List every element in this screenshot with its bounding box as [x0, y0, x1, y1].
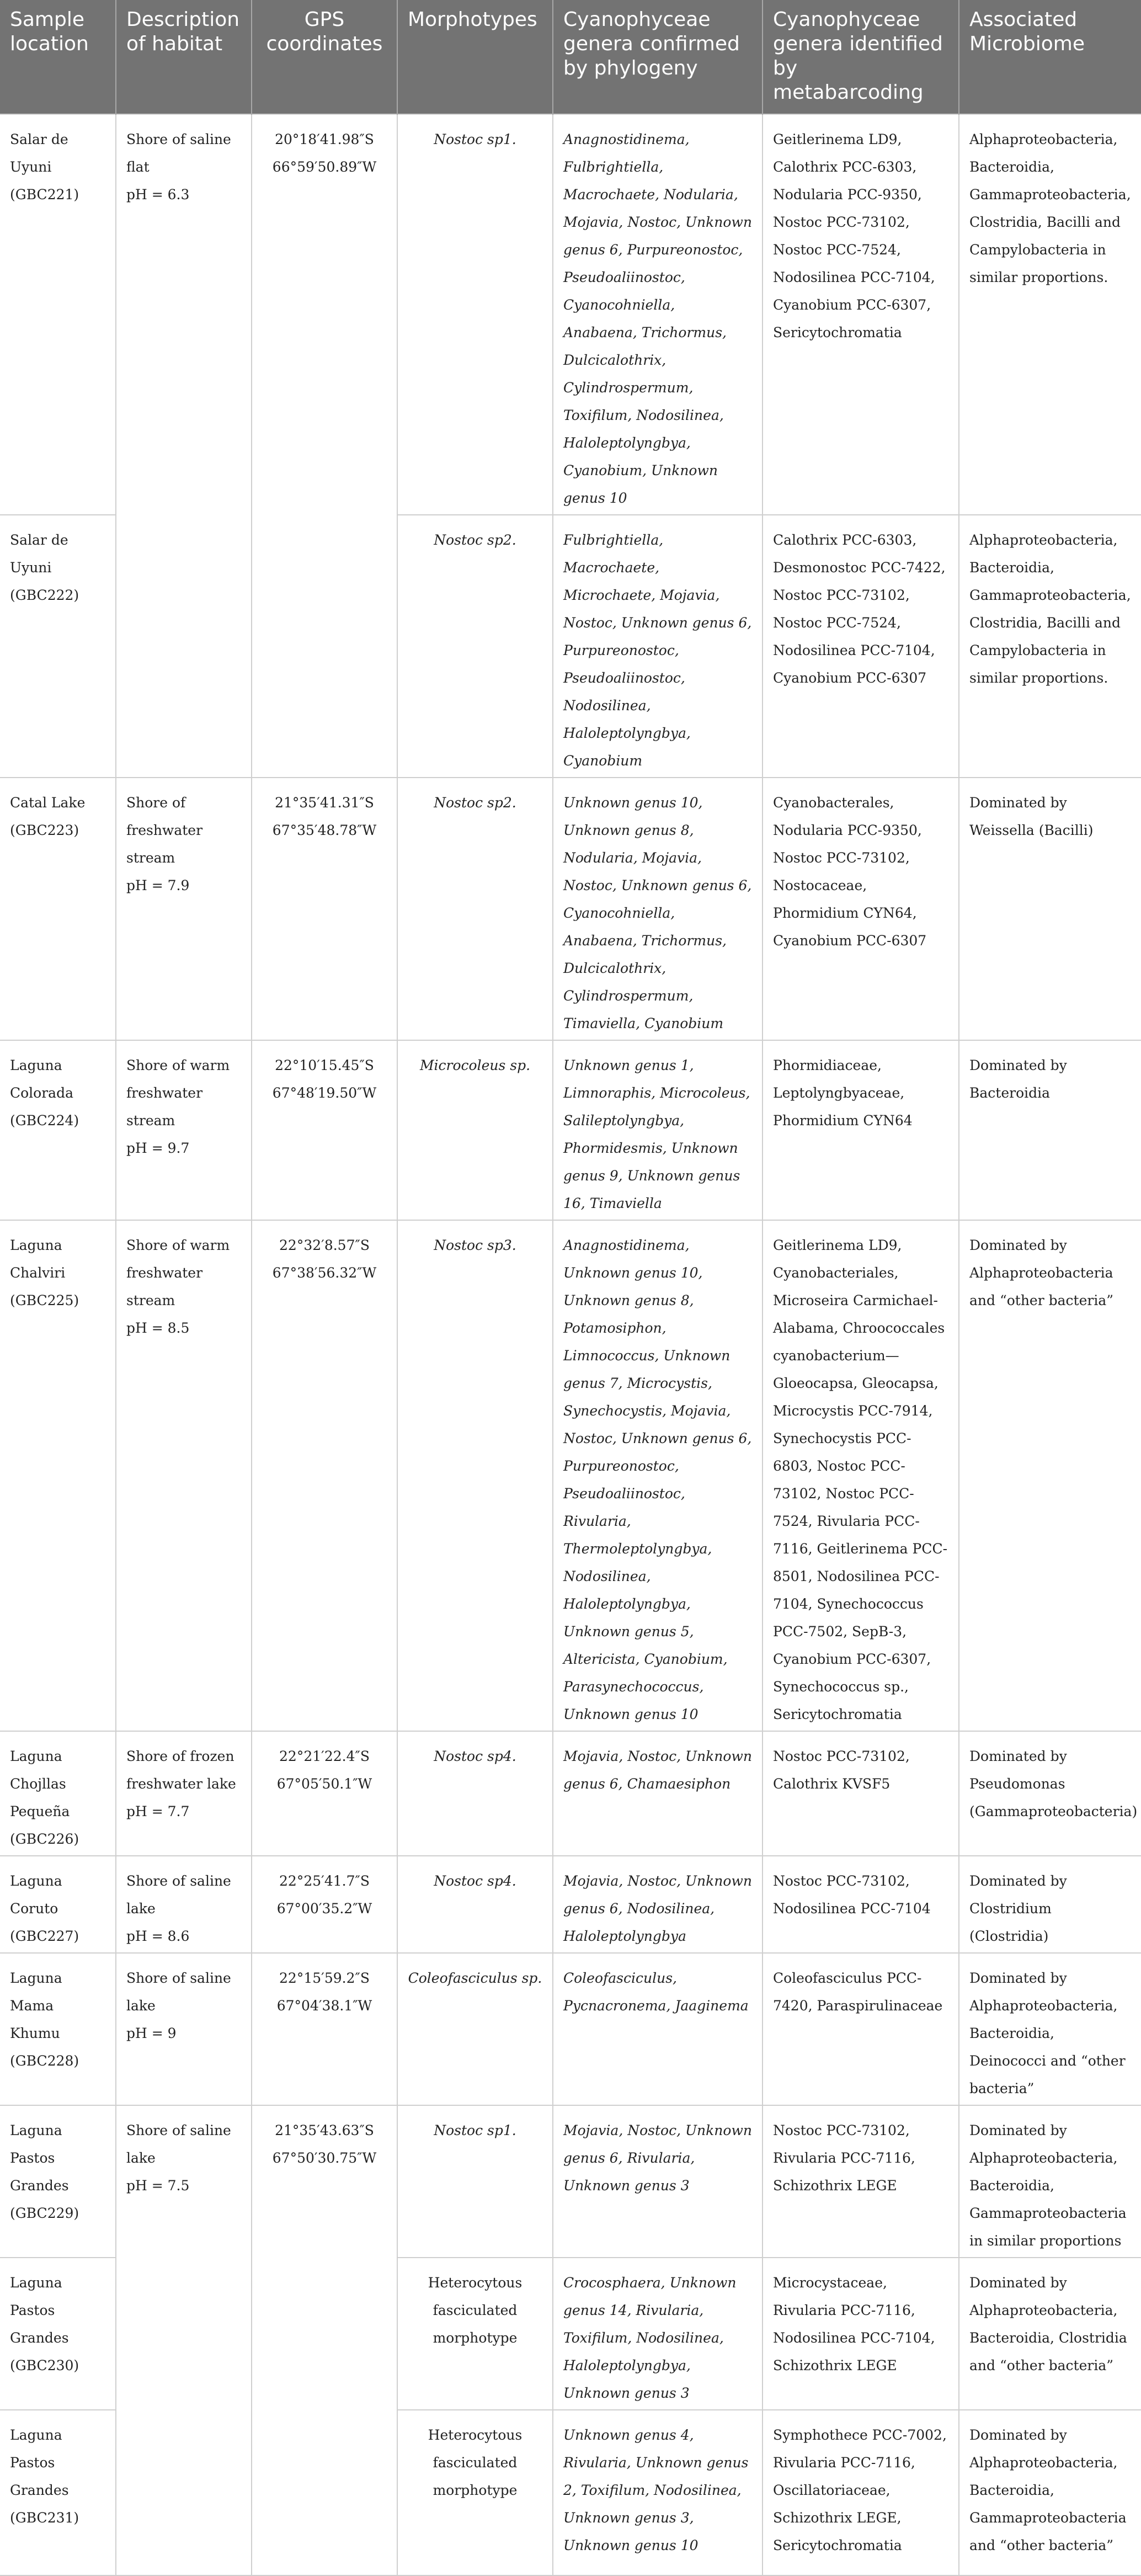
metabarcoding-cell: Geitlerinema LD9, Cyanobacteriales, Microseira Carmichael-Alabama, Chroococcales cyanobacterium—Gloeocapsa, Gleocapsa, Microcystis PCC-7914, Synechocystis PCC-6803, Nostoc PCC-73102, Nostoc PCC-7524, Rivularia PCC-7116, Geitlerinema PCC-8501, Nodosilinea PCC-7104, Synechococcus PCC-7502, SepB-3, Cyanobium PCC-6307, Synechococcus sp., Sericytochromatia	[763, 1220, 959, 1731]
morphotype-cell: Nostoc sp1.	[397, 114, 553, 515]
table-row	[0, 778, 1141, 1040]
morphotype-cell: Nostoc sp1.	[397, 2105, 553, 2258]
table-row	[0, 1220, 1141, 1731]
metabarcoding-cell: Cyanobacterales, Nodularia PCC-9350, Nostoc PCC-73102, Nostocaceae, Phormidium CYN64, Cyanobium PCC-6307	[763, 778, 959, 1040]
phylogeny-cell: Mojavia, Nostoc, Unknown genus 6, Chamaesiphon	[553, 1731, 763, 1856]
habitat-cell: Shore of frozen freshwater lake pH = 7.7	[116, 1731, 252, 1856]
phylogeny-cell: Crocosphaera, Unknown genus 14, Rivularia, Toxifilum, Nodosilinea, Haloleptolyngbya, Unknown genus 3	[553, 2258, 763, 2410]
sample-location-cell: Salar de Uyuni (GBC221)	[0, 114, 116, 515]
morphotype-cell: Nostoc sp3.	[397, 1220, 553, 1731]
microbiome-cell: Alphaproteobacteria, Bacteroidia, Gammaproteobacteria, Clostridia, Bacilli and Campylobacteria in similar proportions.	[959, 515, 1141, 778]
gps-cell: 22°32′8.57″S 67°38′56.32″W	[252, 1220, 397, 1731]
morphotype-cell: Heterocytous fasciculated morphotype	[397, 2258, 553, 2410]
phylogeny-cell: Anagnostidinema, Unknown genus 10, Unknown genus 8, Potamosiphon, Limnococcus, Unknown genus 7, Microcystis, Synechocystis, Mojavia, Nostoc, Unknown genus 6, Purpureonostoc, Pseudoaliinostoc, Rivularia, Thermoleptolyngbya, Nodosilinea, Haloleptolyngbya, Unknown genus 5, Altericista, Cyanobium, Parasynechococcus, Unknown genus 10	[553, 1220, 763, 1731]
microbiome-cell: Dominated by Pseudomonas (Gammaproteobacteria)	[959, 1731, 1141, 1856]
phylogeny-cell: Coleofasciculus, Pycnacronema, Jaaginema	[553, 1953, 763, 2105]
sample-location-cell: Laguna Coruto (GBC227)	[0, 1856, 116, 1953]
phylogeny-cell: Mojavia, Nostoc, Unknown genus 6, Nodosilinea, Haloleptolyngbya	[553, 1856, 763, 1953]
habitat-cell: Shore of saline lake pH = 7.5	[116, 2105, 252, 2575]
microbiome-cell: Dominated by Alphaproteobacteria, Bacteroidia, Gammaproteobacteria in similar proportions	[959, 2105, 1141, 2258]
metabarcoding-cell: Microcystaceae, Rivularia PCC-7116, Nodosilinea PCC-7104, Schizothrix LEGE	[763, 2258, 959, 2410]
header-morphotypes: Morphotypes	[397, 0, 553, 114]
header-habitat: Description of habitat	[116, 0, 252, 114]
microbiome-cell: Dominated by Alphaproteobacteria and “other bacteria”	[959, 1220, 1141, 1731]
sample-location-cell: Laguna Colorada (GBC224)	[0, 1040, 116, 1220]
microbiome-cell: Dominated by Alphaproteobacteria, Bacteroidia, Gammaproteobacteria and “other bacteria”	[959, 2410, 1141, 2575]
gps-cell: 20°18′41.98″S 66°59′50.89″W	[252, 114, 397, 778]
microbiome-cell: Dominated by Bacteroidia	[959, 1040, 1141, 1220]
phylogeny-cell: Unknown genus 10, Unknown genus 8, Nodularia, Mojavia, Nostoc, Unknown genus 6, Cyanocohniella, Anabaena, Trichormus, Dulcicalothrix, Cylindrospermum, Timaviella, Cyanobium	[553, 778, 763, 1040]
metabarcoding-cell: Nostoc PCC-73102, Calothrix KVSF5	[763, 1731, 959, 1856]
sample-location-cell: Laguna Chojllas Pequeña (GBC226)	[0, 1731, 116, 1856]
metabarcoding-cell: Nostoc PCC-73102, Nodosilinea PCC-7104	[763, 1856, 959, 1953]
sample-location-cell: Laguna Pastos Grandes (GBC230)	[0, 2258, 116, 2410]
sample-location-cell: Laguna Mama Khumu (GBC228)	[0, 1953, 116, 2105]
microbiome-cell: Alphaproteobacteria, Bacteroidia, Gammaproteobacteria, Clostridia, Bacilli and Campylobacteria in similar proportions.	[959, 114, 1141, 515]
phylogeny-cell: Mojavia, Nostoc, Unknown genus 6, Rivularia, Unknown genus 3	[553, 2105, 763, 2258]
table-row	[0, 1731, 1141, 1856]
habitat-cell: Shore of saline lake pH = 8.6	[116, 1856, 252, 1953]
morphotype-cell: Nostoc sp4.	[397, 1856, 553, 1953]
header-phylogeny: Cyanophyceae genera confirmed by phylogeny	[553, 0, 763, 114]
table-row	[0, 1953, 1141, 2105]
habitat-cell: Shore of warm freshwater stream pH = 9.7	[116, 1040, 252, 1220]
habitat-cell: Shore of freshwater stream pH = 7.9	[116, 778, 252, 1040]
table-row	[0, 114, 1141, 515]
phylogeny-cell: Fulbrightiella, Macrochaete, Microchaete, Mojavia, Nostoc, Unknown genus 6, Purpureonostoc, Pseudoaliinostoc, Nodosilinea, Haloleptolyngbya, Cyanobium	[553, 515, 763, 778]
header-microbiome: Associated Microbiome	[959, 0, 1141, 114]
habitat-cell: Shore of saline flat pH = 6.3	[116, 114, 252, 778]
habitat-cell: Shore of warm freshwater stream pH = 8.5	[116, 1220, 252, 1731]
phylogeny-cell: Unknown genus 1, Limnoraphis, Microcoleus, Salileptolyngbya, Phormidesmis, Unknown genus 9, Unknown genus 16, Timaviella	[553, 1040, 763, 1220]
gps-cell: 21°35′41.31″S 67°35′48.78″W	[252, 778, 397, 1040]
sample-location-cell: Laguna Pastos Grandes (GBC229)	[0, 2105, 116, 2258]
sample-location-cell: Laguna Pastos Grandes (GBC231)	[0, 2410, 116, 2575]
microbiome-cell: Dominated by Clostridium (Clostridia)	[959, 1856, 1141, 1953]
morphotype-cell: Nostoc sp2.	[397, 778, 553, 1040]
phylogeny-cell: Anagnostidinema, Fulbrightiella, Macrochaete, Nodularia, Mojavia, Nostoc, Unknown genus 6, Purpureonostoc, Pseudoaliinostoc, Cyanocohniella, Anabaena, Trichormus, Dulcicalothrix, Cylindrospermum, Toxifilum, Nodosilinea, Haloleptolyngbya, Cyanobium, Unknown genus 10	[553, 114, 763, 515]
microbiome-cell: Dominated by Alphaproteobacteria, Bacteroidia, Deinococci and “other bacteria”	[959, 1953, 1141, 2105]
gps-cell: 21°35′43.63″S 67°50′30.75″W	[252, 2105, 397, 2575]
metabarcoding-cell: Symphothece PCC-7002, Rivularia PCC-7116, Oscillatoriaceae, Schizothrix LEGE, Sericytochromatia	[763, 2410, 959, 2575]
morphotype-cell: Nostoc sp4.	[397, 1731, 553, 1856]
morphotype-cell: Coleofasciculus sp.	[397, 1953, 553, 2105]
sample-location-cell: Catal Lake (GBC223)	[0, 778, 116, 1040]
morphotype-cell: Heterocytous fasciculated morphotype	[397, 2410, 553, 2575]
phylogeny-cell: Unknown genus 4, Rivularia, Unknown genus 2, Toxifilum, Nodosilinea, Unknown genus 3, Unknown genus 10	[553, 2410, 763, 2575]
sample-location-cell: Salar de Uyuni (GBC222)	[0, 515, 116, 778]
metabarcoding-cell: Nostoc PCC-73102, Rivularia PCC-7116, Schizothrix LEGE	[763, 2105, 959, 2258]
metabarcoding-cell: Calothrix PCC-6303, Desmonostoc PCC-7422, Nostoc PCC-73102, Nostoc PCC-7524, Nodosilinea PCC-7104, Cyanobium PCC-6307	[763, 515, 959, 778]
table-row	[0, 1856, 1141, 1953]
habitat-cell: Shore of saline lake pH = 9	[116, 1953, 252, 2105]
table-row	[0, 1040, 1141, 1220]
metabarcoding-cell: Geitlerinema LD9, Calothrix PCC-6303, Nodularia PCC-9350, Nostoc PCC-73102, Nostoc PCC-7524, Nodosilinea PCC-7104, Cyanobium PCC-6307, Sericytochromatia	[763, 114, 959, 515]
header-sample-location: Sample location	[0, 0, 116, 114]
metabarcoding-cell: Coleofasciculus PCC-7420, Paraspirulinaceae	[763, 1953, 959, 2105]
header-metabarcoding: Cyanophyceae genera identified by metabarcoding	[763, 0, 959, 114]
morphotype-cell: Nostoc sp2.	[397, 515, 553, 778]
gps-cell: 22°25′41.7″S 67°00′35.2″W	[252, 1856, 397, 1953]
microbiome-cell: Dominated by Alphaproteobacteria, Bacteroidia, Clostridia and “other bacteria”	[959, 2258, 1141, 2410]
morphotype-cell: Microcoleus sp.	[397, 1040, 553, 1220]
gps-cell: 22°21′22.4″S 67°05′50.1″W	[252, 1731, 397, 1856]
microbiome-cell: Dominated by Weissella (Bacilli)	[959, 778, 1141, 1040]
sample-location-cell: Laguna Chalviri (GBC225)	[0, 1220, 116, 1731]
header-row	[0, 0, 1141, 114]
gps-cell: 22°10′15.45″S 67°48′19.50″W	[252, 1040, 397, 1220]
metabarcoding-cell: Phormidiaceae, Leptolyngbyaceae, Phormidium CYN64	[763, 1040, 959, 1220]
header-gps: GPS coordinates	[252, 0, 397, 114]
gps-cell: 22°15′59.2″S 67°04′38.1″W	[252, 1953, 397, 2105]
